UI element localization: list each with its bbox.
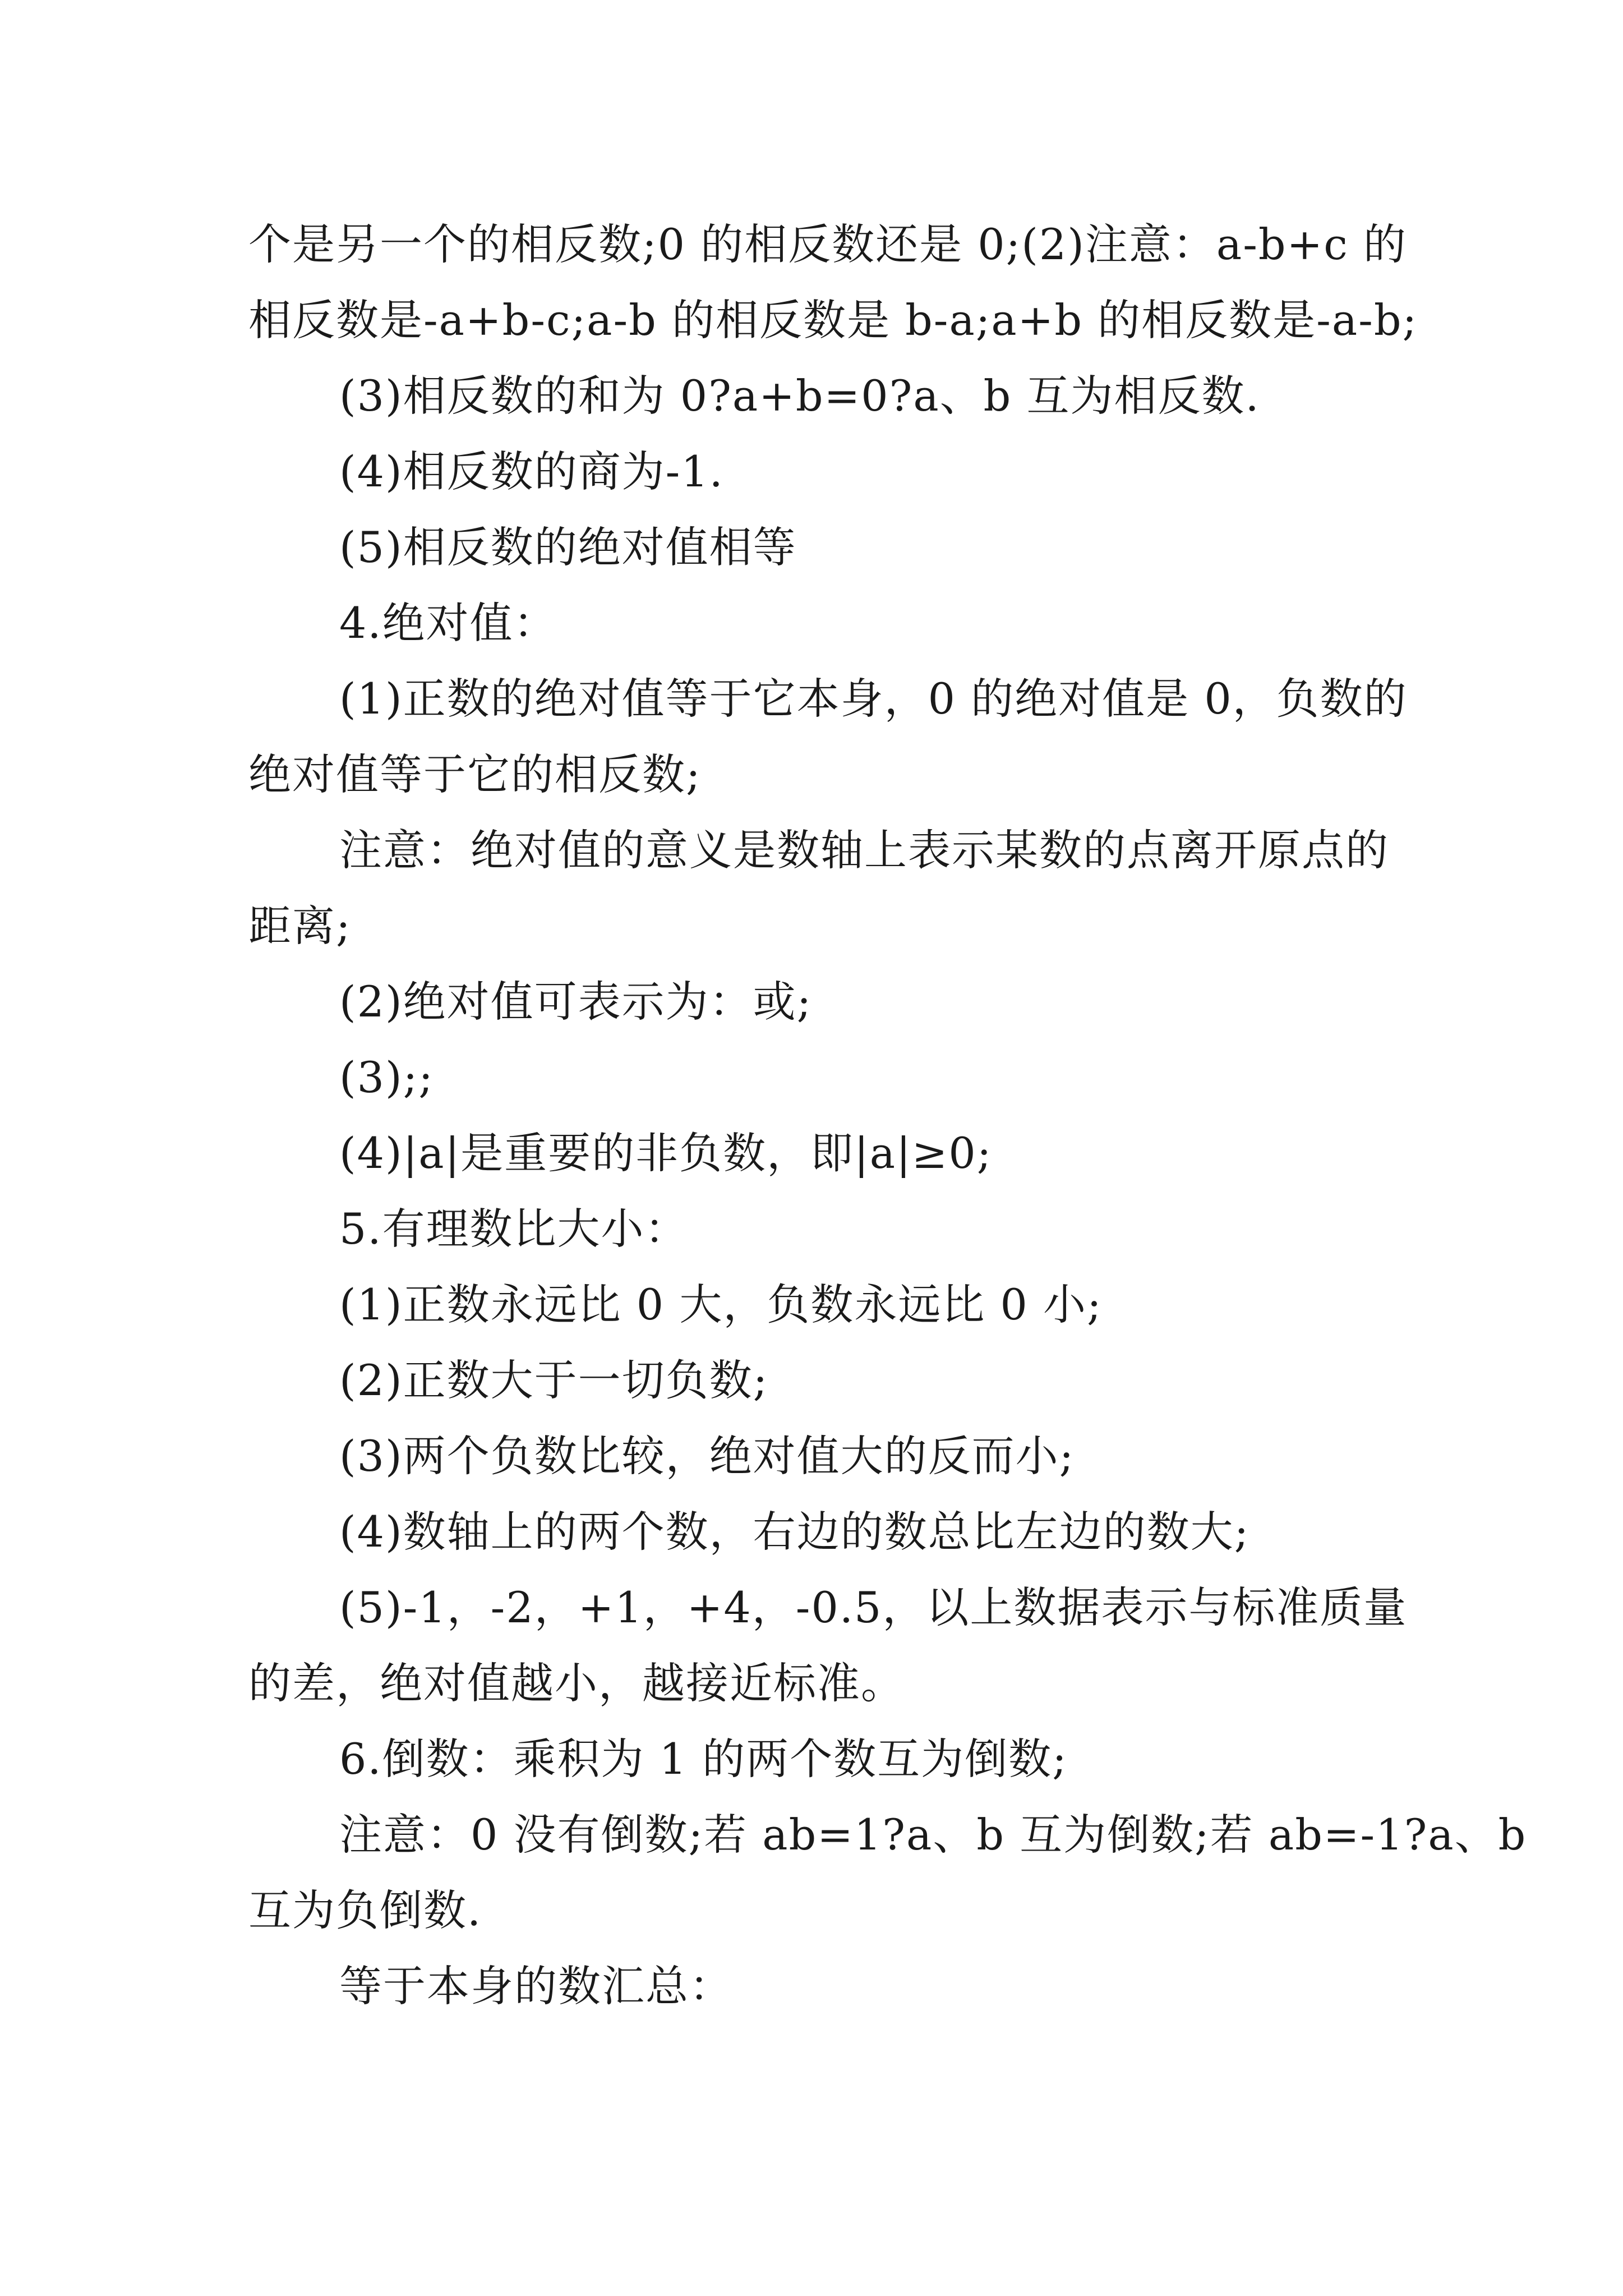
text-line: 距离; [248, 901, 352, 951]
section-heading: 5.有理数比大小： [339, 1204, 689, 1254]
text-line: 的差，绝对值越小，越接近标准。 [248, 1658, 905, 1708]
text-line: (1)正数永远比 0 大，负数永远比 0 小; [339, 1280, 1103, 1329]
text-line: 等于本身的数汇总： [339, 1961, 733, 2011]
text-line: (3)相反数的和为 0?a+b=0?a、b 互为相反数. [339, 371, 1260, 421]
text-line: 注意：绝对值的意义是数轴上表示某数的点离开原点的 [339, 825, 1389, 875]
text-line: (4)数轴上的两个数，右边的数总比左边的数大; [339, 1507, 1250, 1557]
text-line: 个是另一个的相反数;0 的相反数还是 0;(2)注意：a-b+c 的 [248, 219, 1407, 269]
text-line: (2)正数大于一切负数; [339, 1355, 769, 1405]
text-line: (4)相反数的商为-1. [339, 447, 724, 496]
text-line: (2)绝对值可表示为：或; [339, 977, 813, 1027]
text-line: (5)-1，-2，+1，+4，-0.5，以上数据表示与标准质量 [339, 1582, 1408, 1632]
text-line: (4)|a|是重要的非负数，即|a|≥0; [339, 1128, 993, 1178]
text-line: (1)正数的绝对值等于它本身，0 的绝对值是 0，负数的 [339, 674, 1408, 724]
text-line: (5)相反数的绝对值相等 [339, 522, 797, 572]
text-line: (3)两个负数比较，绝对值大的反而小; [339, 1431, 1075, 1481]
text-line: 绝对值等于它的相反数; [248, 749, 702, 799]
section-heading: 4.绝对值： [339, 598, 557, 648]
text-line: 互为负倒数. [248, 1885, 482, 1935]
text-line: 注意：0 没有倒数;若 ab=1?a、b 互为倒数;若 ab=-1?a、b [339, 1810, 1527, 1860]
section-heading: 6.倒数：乘积为 1 的两个数互为倒数; [339, 1734, 1068, 1784]
text-line: 相反数是-a+b-c;a-b 的相反数是 b-a;a+b 的相反数是-a-b; [248, 295, 1418, 345]
text-line: (3);; [339, 1052, 434, 1102]
